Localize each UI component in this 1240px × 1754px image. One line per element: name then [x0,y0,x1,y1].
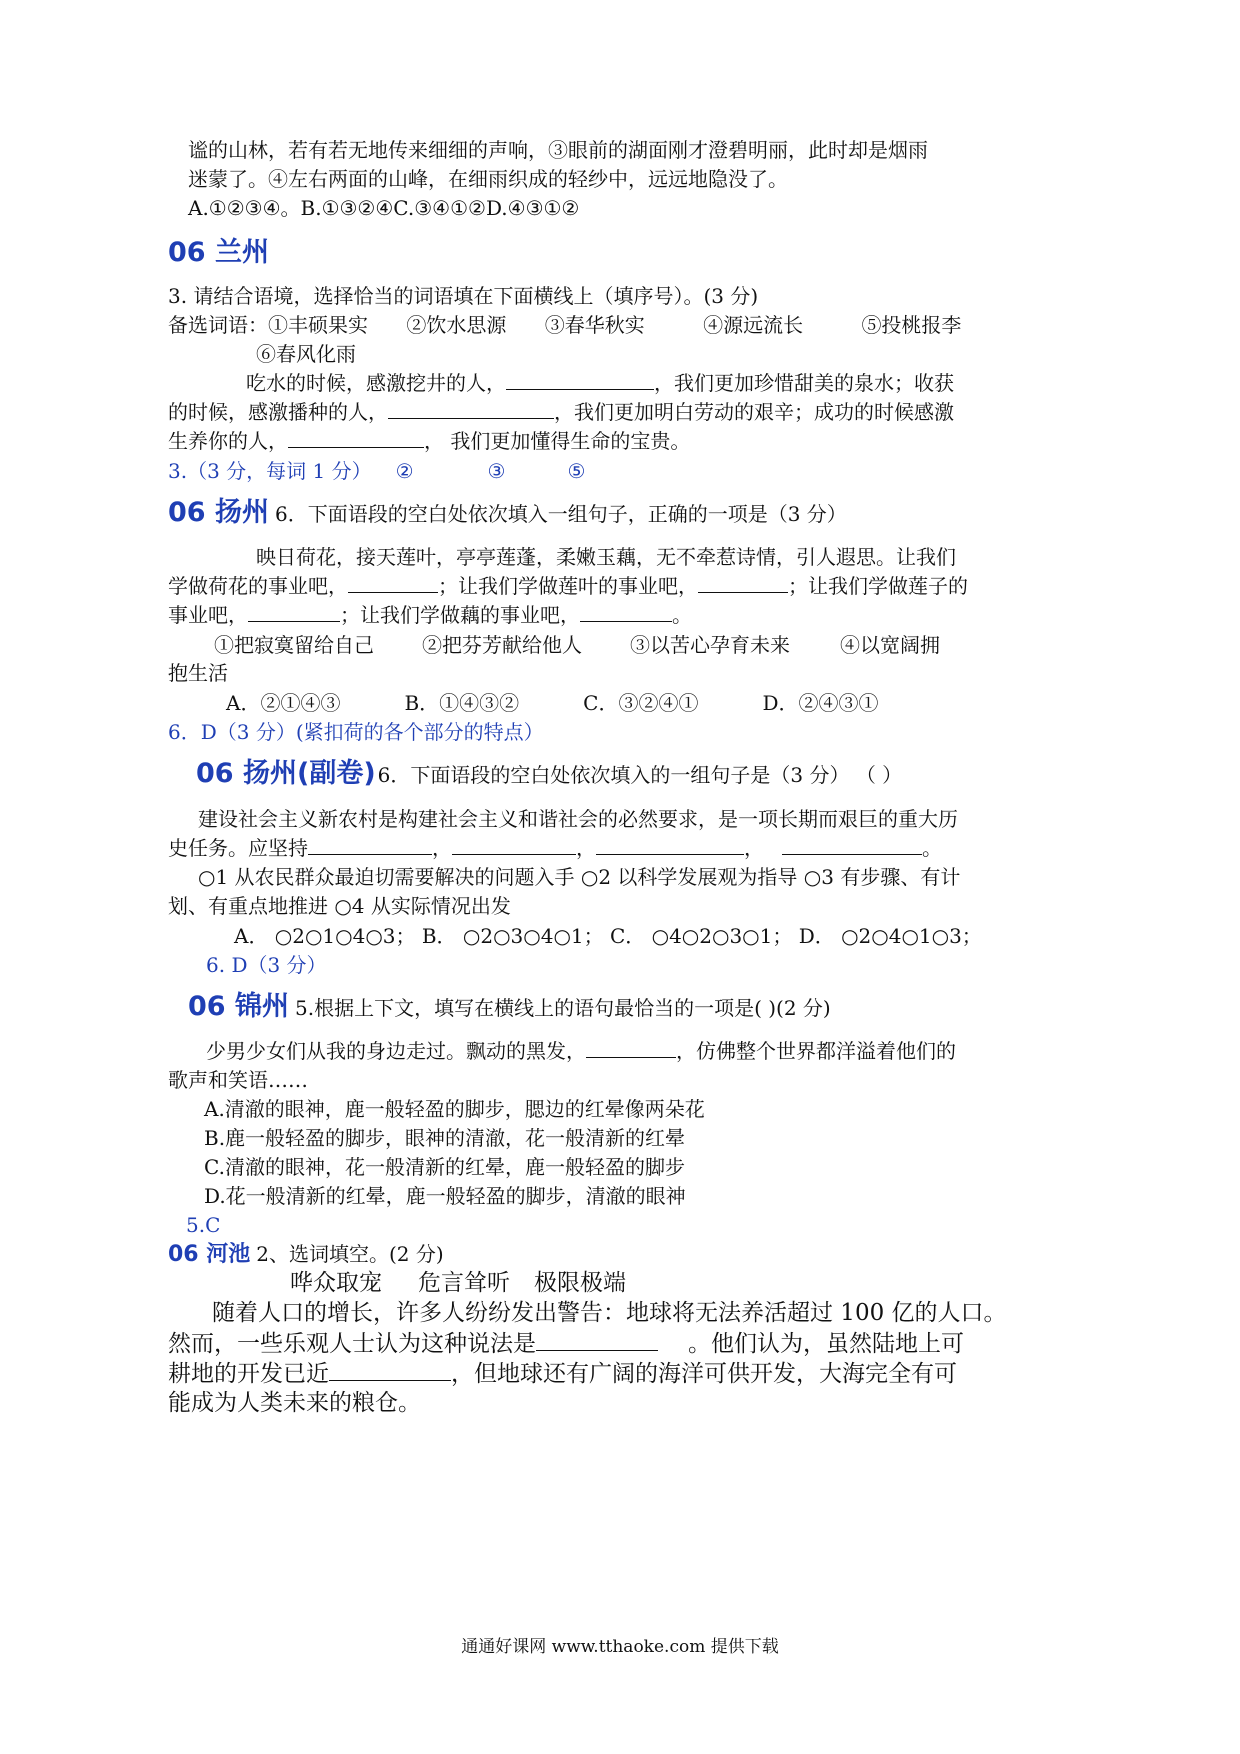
page-footer: 通通好课网 www.tthaoke.com 提供下载 [461,1637,779,1657]
answer-blank [348,574,438,593]
jinzhou-answer: 5.C [186,1213,221,1237]
intro-options: A.①②③④。B.①③②④C.③④①②D.④③①② [188,196,580,220]
option-1: ①丰硕果实 [268,313,368,337]
yangzhou-choices-cont: 抱生活 [168,661,228,685]
jinzhou-option-b: B.鹿一般轻盈的脚步，眼神的清澈，花一般清新的红晕 [204,1126,686,1150]
hechi-paragraph-3: 耕地的开发已近 ，但地球还有广阔的海洋可供开发，大海完全有可 [168,1358,957,1389]
answer-blank [782,836,922,855]
answer-blank [452,836,576,855]
yangzhou2-question-row [196,758,903,789]
section-heading-jinzhou: 06 锦州 [188,991,289,1022]
jinzhou-paragraph-2: 歌声和笑语…… [168,1068,308,1092]
jinzhou-option-c: C.清澈的眼神，花一般清新的红晕，鹿一般轻盈的脚步 [204,1155,685,1179]
option-4: ④源远流长 [703,313,804,337]
hechi-paragraph-1: 随着人口的增长，许多人纷纷发出警告：地球将无法养活超过 100 亿的人口。 [212,1300,1007,1326]
yangzhou2-choices-2: 划、有重点地推进 ○4 从实际情况出发 [168,894,511,918]
answer-blank [580,603,672,622]
yangzhou-choices: ①把寂寞留给自己 ②把芬芳献给他人 ③以苦心孕育未来 ④以宽阔拥 [214,633,940,657]
intro-line-1: 谧的山林，若有若无地传来细细的声响，③眼前的湖面刚才澄碧明丽，此时却是烟雨 [188,138,928,162]
hechi-question: 2、选词填空。(2 分) [256,1242,444,1266]
yangzhou-question-row [168,497,847,528]
lanzhou-paragraph-3: 生养你的人， ， 我们更加懂得生命的宝贵。 [168,429,691,453]
option-6: ⑥春风化雨 [256,342,356,366]
yangzhou2-answer: 6. D（3 分） [206,953,327,977]
yangzhou2-choices-1: ○1 从农民群众最迫切需要解决的问题入手 ○2 以科学发展观为指导 ○3 有步骤、有计 [198,865,961,889]
answer-blank [288,429,424,448]
yangzhou-paragraph-3: 事业吧， ；让我们学做藕的事业吧， 。 [168,603,692,627]
yangzhou2-paragraph-2: 史任务。应坚持 ， ， ， 。 [168,836,942,860]
yangzhou-paragraph-1: 映日荷花，接天莲叶，亭亭莲蓬，柔嫩玉藕，无不牵惹诗情，引人遐思。让我们 [256,545,956,569]
option-2: ②饮水思源 [406,313,507,337]
lanzhou-question: 3. 请结合语境，选择恰当的词语填在下面横线上（填序号）。(3 分) [168,284,759,308]
answer-blank [329,1358,451,1381]
answer-blank [698,574,788,593]
hechi-question-row [168,1241,444,1268]
answer-blank [506,371,654,390]
answer-blank [536,1328,658,1351]
yangzhou-options: A．②①④③ B．①④③② C．③②④① D．②④③① [226,691,879,715]
yangzhou-question: 6．下面语段的空白处依次填入一组句子，正确的一项是（3 分） [274,502,847,526]
answer-blank [596,836,744,855]
lanzhou-paragraph-2: 的时候，感激播种的人， ，我们更加明白劳动的艰辛；成功的时候感激 [168,400,954,424]
section-heading-lanzhou: 06 兰州 [168,237,269,268]
hechi-paragraph-4: 能成为人类未来的粮仓。 [168,1390,421,1416]
hechi-paragraph-2: 然而，一些乐观人士认为这种说法是 。他们认为，虽然陆地上可 [168,1328,964,1359]
section-heading-yangzhou-fujuan: 06 扬州(副卷) [196,758,376,789]
yangzhou-answer: 6．D（3 分）(紧扣荷的各个部分的特点） [168,720,544,744]
options-label: 备选词语： [168,313,268,337]
answer-blank [586,1039,676,1058]
answer-blank [308,836,432,855]
jinzhou-question-row [188,991,831,1022]
jinzhou-option-d: D.花一般清新的红晕，鹿一般轻盈的脚步，清澈的眼神 [204,1184,686,1208]
answer-blank [248,603,340,622]
yangzhou2-paragraph-1: 建设社会主义新农村是构建社会主义和谐社会的必然要求，是一项长期而艰巨的重大历 [198,807,958,831]
yangzhou-paragraph-2: 学做荷花的事业吧， ；让我们学做莲叶的事业吧， ；让我们学做莲子的 [168,574,968,598]
hechi-word-options: 哗众取宠 危言耸听 极限极端 [290,1270,626,1296]
lanzhou-paragraph-1: 吃水的时候，感激挖井的人， ，我们更加珍惜甜美的泉水；收获 [246,371,954,395]
lanzhou-options-row [168,312,961,338]
intro-line-2: 迷蒙了。④左右两面的山峰，在细雨织成的轻纱中，远远地隐没了。 [188,167,788,191]
option-5: ⑤投桃报李 [861,313,962,337]
jinzhou-question: 5.根据上下文，填写在横线上的语句最恰当的一项是( )(2 分) [294,996,831,1020]
yangzhou2-options: A． ○2○1○4○3； B． ○2○3○4○1； C． ○4○2○3○1； D． ○2○4○1○3； [234,924,982,948]
yangzhou2-question: 6．下面语段的空白处依次填入的一组句子是（3 分） （ ） [377,763,903,787]
jinzhou-paragraph-1: 少男少女们从我的身边走过。飘动的黑发， ，仿佛整个世界都洋溢着他们的 [206,1039,956,1063]
lanzhou-answer: 3.（3 分，每词 1 分） ② ③ ⑤ [168,459,586,483]
section-heading-yangzhou: 06 扬州 [168,497,269,528]
option-3: ③春华秋实 [544,313,645,337]
section-heading-hechi: 06 河池 [168,1242,251,1267]
jinzhou-option-a: A.清澈的眼神，鹿一般轻盈的脚步，腮边的红晕像两朵花 [204,1097,705,1121]
answer-blank [388,400,554,419]
